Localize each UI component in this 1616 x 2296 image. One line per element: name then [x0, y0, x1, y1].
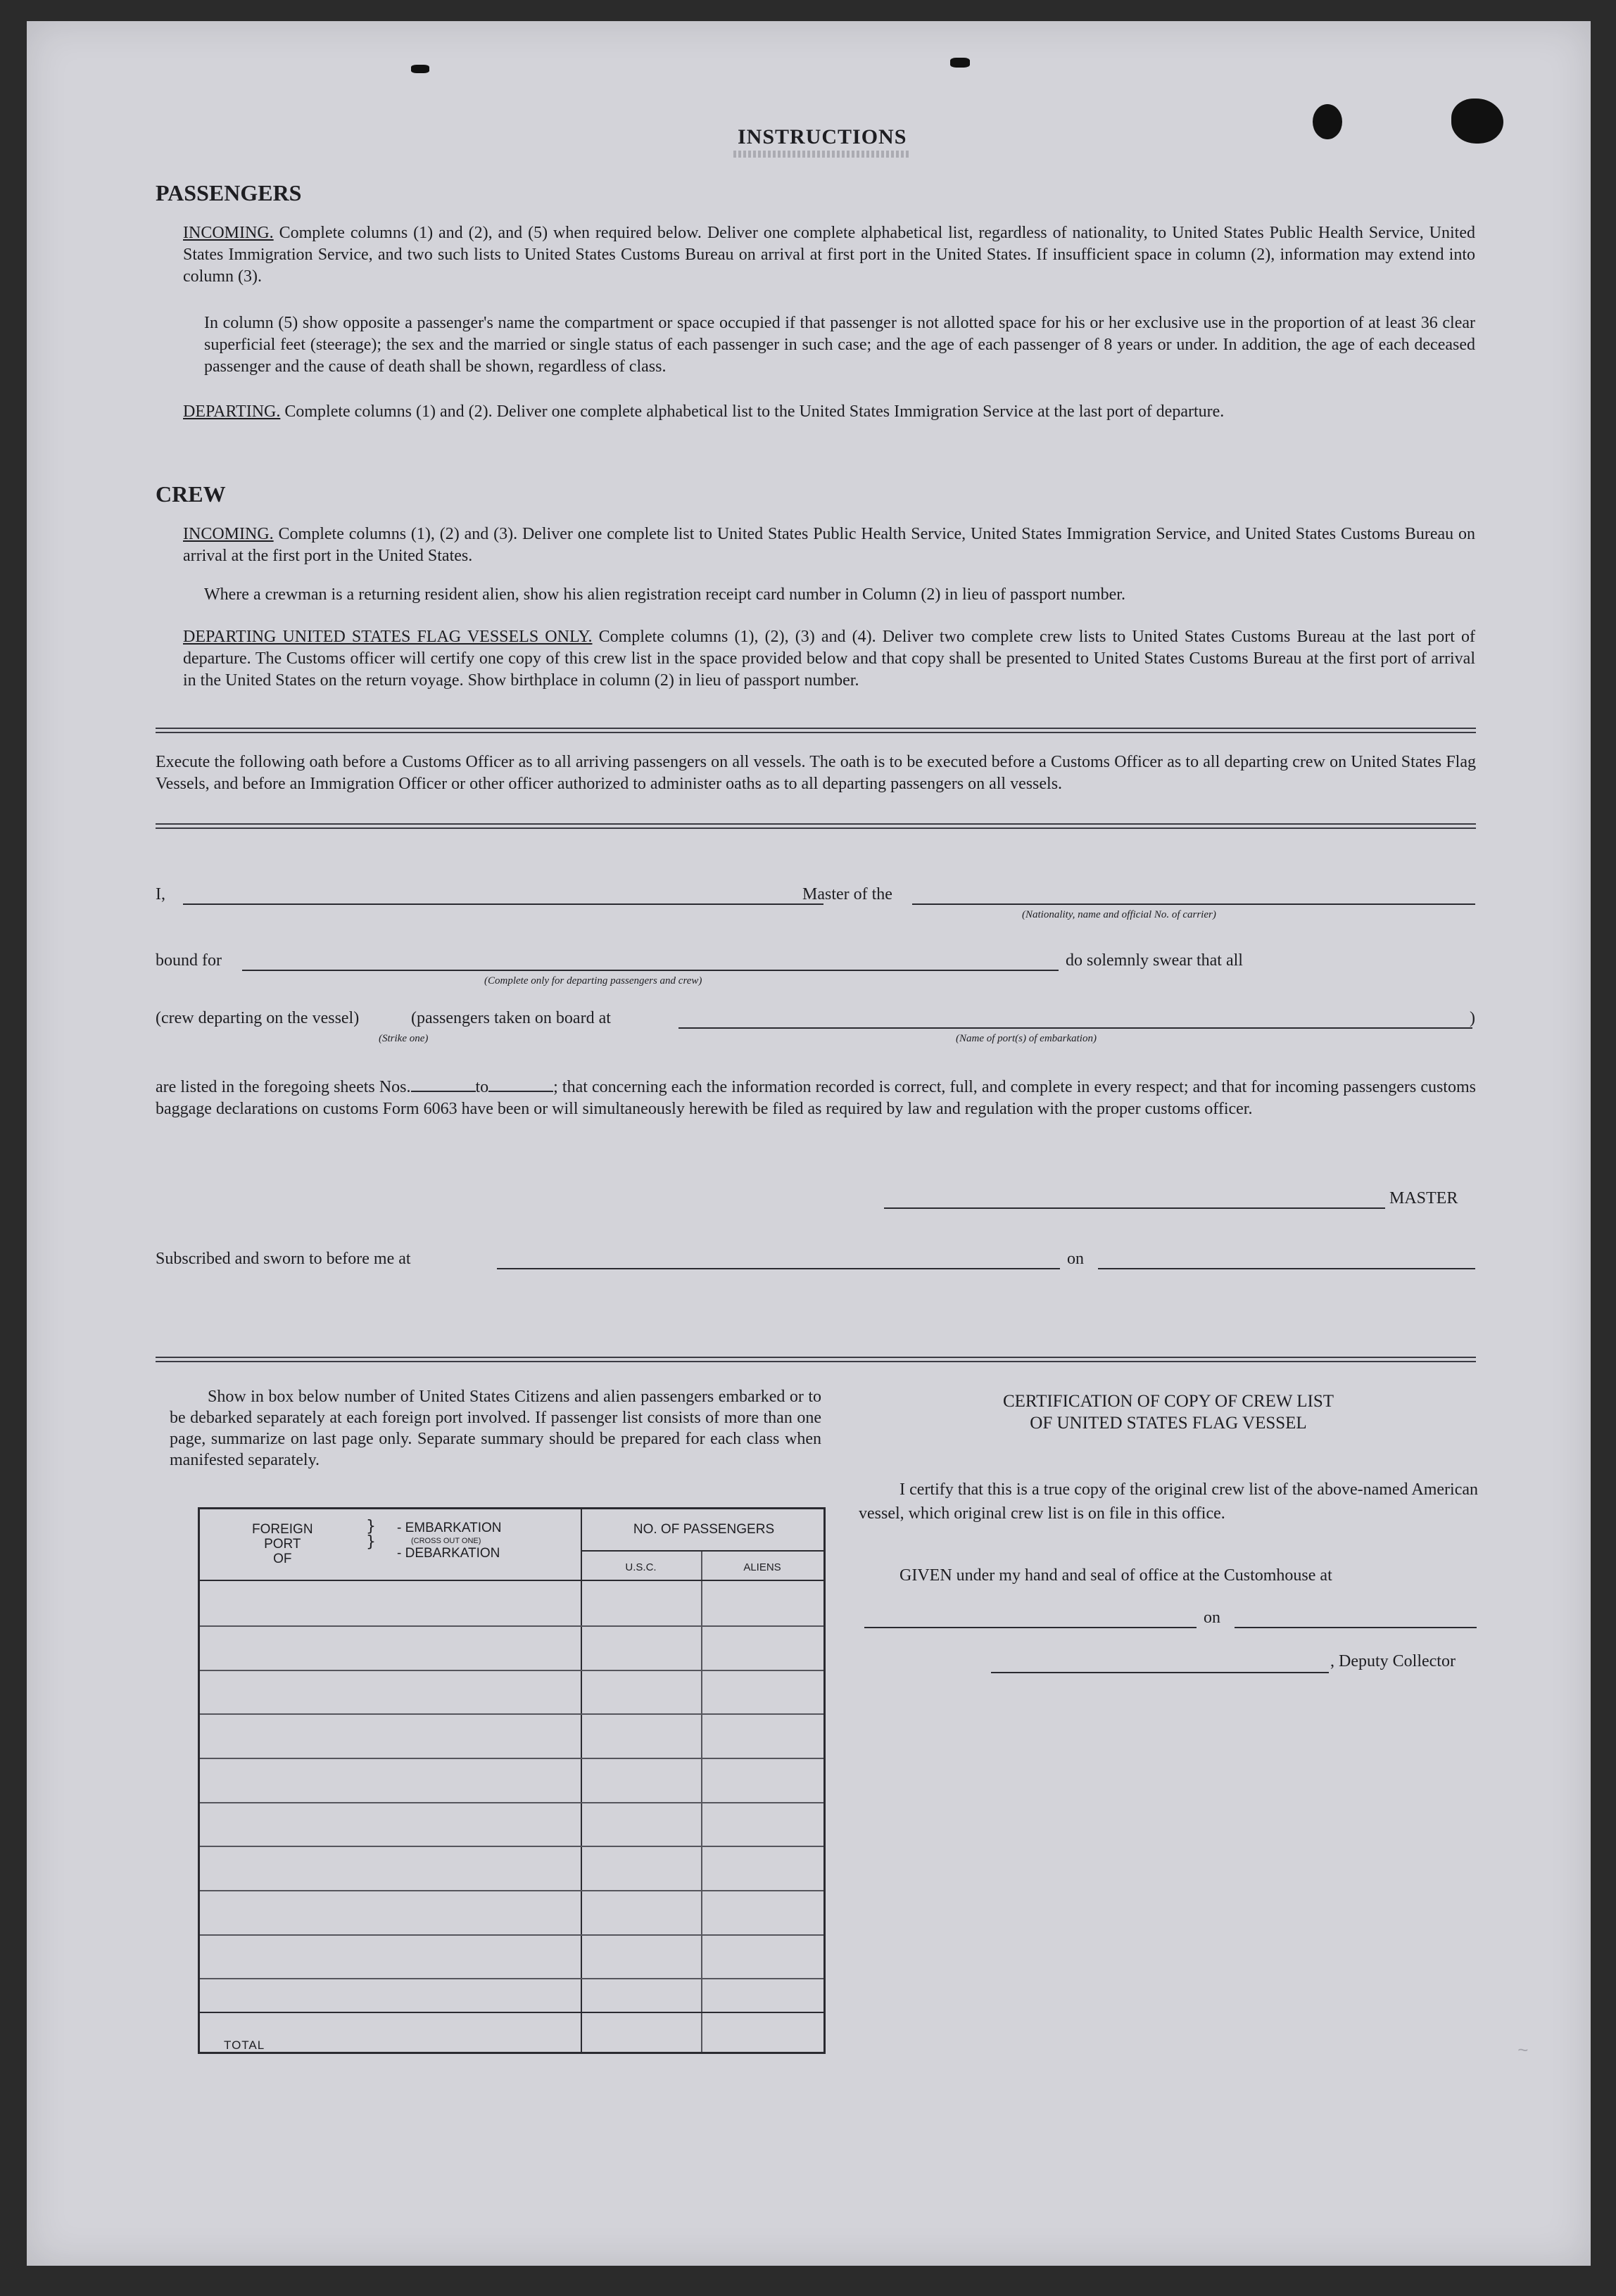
certification-given: GIVEN under my hand and seal of office at the Customhouse at: [899, 1566, 1332, 1585]
bleed-through-mark: ~: [1517, 2041, 1529, 2062]
crew-departing-lead: DEPARTING UNITED STATES FLAG VESSELS ONLY.: [183, 628, 593, 646]
table-row[interactable]: [200, 1802, 823, 1803]
crew-heading: CREW: [156, 481, 226, 507]
foreign-word: FOREIGN: [252, 1522, 313, 1537]
master-signature-line[interactable]: [884, 1207, 1385, 1209]
oath-listed: [156, 1077, 1476, 1120]
certification-title: [859, 1390, 1478, 1434]
oath-master-of: Master of the: [802, 885, 892, 903]
master-label: MASTER: [1389, 1189, 1458, 1207]
ink-spot: [411, 65, 429, 73]
brace-icon: } }: [366, 1518, 376, 1551]
ink-spot: [950, 58, 970, 68]
table-row[interactable]: [200, 1978, 823, 1979]
double-rule: [156, 823, 1476, 829]
table-row[interactable]: [200, 1670, 823, 1671]
ink-spot: [1313, 104, 1342, 139]
foreign-port-header: [252, 1522, 313, 1566]
port-word: PORT: [264, 1537, 301, 1552]
customhouse-line[interactable]: [864, 1627, 1197, 1628]
double-rule: [156, 1357, 1476, 1362]
passengers-incoming-lead: INCOMING.: [183, 224, 274, 242]
master-name-line[interactable]: [183, 903, 823, 905]
table-row[interactable]: [200, 2012, 823, 2013]
sworn-on-label: on: [1067, 1250, 1084, 1268]
passenger-summary-table: [198, 1507, 826, 2054]
certification-title-2: OF UNITED STATES FLAG VESSEL: [1030, 1414, 1307, 1433]
embarkation-ports-line[interactable]: [678, 1027, 1472, 1029]
aliens-header: ALIENS: [743, 1561, 781, 1573]
passengers-taken-option[interactable]: (passengers taken on board at: [411, 1009, 611, 1027]
listed-to: to: [475, 1078, 489, 1096]
passengers-heading: PASSENGERS: [156, 180, 302, 205]
document-page: [27, 21, 1591, 2266]
passengers-departing: [183, 401, 1475, 423]
certification-on: on: [1204, 1609, 1220, 1627]
listed-b: ; that concerning each the information recorded is correct, full, and complete in every respect; and that for incoming passengers customs baggage declarations on customs Form 6063 have been or will simultaneously herewith be filed as required by law and regulation with the proper customs officer.: [156, 1078, 1476, 1118]
ink-spot: [1451, 99, 1503, 144]
table-row[interactable]: [200, 1846, 823, 1847]
passengers-departing-text: Complete columns (1) and (2). Deliver one complete alphabetical list to the United States Immigration Service at the last port of departure.: [284, 402, 1225, 421]
debarkation-label[interactable]: - DEBARKATION: [397, 1546, 500, 1561]
close-paren: ): [1470, 1009, 1475, 1027]
crew-incoming-text: Complete columns (1), (2) and (3). Deliver one complete list to United States Public Health Service, United States Immigration Service, and United States Customs Bureau on arrival at the first port in the United States.: [183, 525, 1475, 565]
crew-incoming-lead: INCOMING.: [183, 525, 274, 543]
embarkation-label[interactable]: - EMBARKATION: [397, 1521, 502, 1535]
nationality-hint: (Nationality, name and official No. of carrier): [1022, 909, 1216, 920]
table-rule: [200, 1580, 823, 1581]
strike-one-hint: (Strike one): [379, 1033, 429, 1044]
oath-bound-for: bound for: [156, 951, 222, 970]
usc-header: U.S.C.: [625, 1561, 657, 1573]
destination-line[interactable]: [242, 970, 1059, 971]
complete-hint: (Complete only for departing passengers and crew): [484, 975, 702, 987]
cross-out-hint: (CROSS OUT ONE): [411, 1537, 481, 1545]
table-row[interactable]: [200, 1758, 823, 1759]
of-word: OF: [273, 1552, 292, 1566]
crew-departing: [183, 626, 1475, 692]
page-title: INSTRUCTIONS: [738, 125, 907, 148]
sworn-date-line[interactable]: [1098, 1268, 1475, 1269]
passengers-incoming-text: Complete columns (1) and (2), and (5) when required below. Deliver one complete alphabetical list, regardless of nationality, to United States Public Health Service, United States Immigration Service, and two such lists to United States Customs Bureau on arrival at first port in the United States. If insufficient space in column (2), information may extend into column (3).: [183, 224, 1475, 286]
table-row[interactable]: [200, 1625, 823, 1627]
passengers-departing-lead: DEPARTING.: [183, 402, 281, 421]
oath-i-label: I,: [156, 885, 165, 903]
deputy-collector-label: , Deputy Collector: [1330, 1652, 1456, 1670]
table-row[interactable]: [200, 1934, 823, 1936]
table-row[interactable]: [200, 1713, 823, 1715]
certification-text: I certify that this is a true copy of the original crew list of the above-named American vessel, which original crew list is on file in this office.: [859, 1480, 1478, 1523]
sworn-place-line[interactable]: [497, 1268, 1060, 1269]
deputy-signature-line[interactable]: [991, 1672, 1329, 1673]
table-divider: [581, 1509, 582, 2052]
carrier-line[interactable]: [912, 903, 1475, 905]
sheet-to-field[interactable]: [488, 1091, 553, 1092]
no-passengers-header: NO. OF PASSENGERS: [633, 1522, 775, 1537]
passengers-incoming: [183, 222, 1475, 288]
certification-title-1: CERTIFICATION OF COPY OF CREW LIST: [1002, 1392, 1334, 1411]
passengers-column5: In column (5) show opposite a passenger's name the compartment or space occupied if that passenger is not allotted space for his or her exclusive use in the proportion of at least 36 clear superficial feet (steerage); the sex and the married or single status of each passenger in such case; and the age of each passenger of 8 years or under. In addition, the age of each deceased passenger and the cause of death shall be shown, regardless of class.: [204, 314, 1475, 376]
crew-incoming: [183, 524, 1475, 567]
certification-date-line[interactable]: [1235, 1627, 1477, 1628]
double-rule: [156, 728, 1476, 733]
listed-a: are listed in the foregoing sheets Nos.: [156, 1078, 411, 1096]
title-underline: [733, 151, 911, 158]
sheet-from-field[interactable]: [411, 1091, 476, 1092]
subscribed-label: Subscribed and sworn to before me at: [156, 1250, 411, 1268]
oath-intro: Execute the following oath before a Customs Officer as to all arriving passengers on all vessels. The oath is to be executed before a Customs Officer as to all departing crew on United States Flag Vessels, and before an Immigration Officer or other officer authorized to administer oaths as to all departing passengers on all vessels.: [156, 753, 1476, 793]
summary-note: Show in box below number of United States Citizens and alien passengers embarked or to be debarked separately at each foreign port involved. If passenger list consists of more than one page, summarize on last page only. Separate summary should be prepared for each class when manifested separately.: [170, 1388, 821, 1469]
crew-resident: Where a crewman is a returning resident alien, show his alien registration receipt card number in Column (2) in lieu of passport number.: [204, 585, 1125, 604]
table-rule: [581, 1550, 823, 1552]
table-row[interactable]: [200, 1890, 823, 1891]
crew-departing-text: Complete columns (1), (2), (3) and (4). Deliver two complete crew lists to United States Customs Bureau at the last port of departure. The Customs officer will certify one copy of this crew list in the space provided below and that copy shall be presented to United States Customs Bureau at the first port of arrival in the United States on the return voyage. Show birthplace in column (2) in lieu of passport number.: [183, 628, 1476, 690]
total-label: TOTAL: [224, 2038, 265, 2052]
ports-hint: (Name of port(s) of embarkation): [956, 1033, 1097, 1044]
oath-swear: do solemnly swear that all: [1066, 951, 1243, 970]
crew-departing-option[interactable]: (crew departing on the vessel): [156, 1009, 360, 1027]
